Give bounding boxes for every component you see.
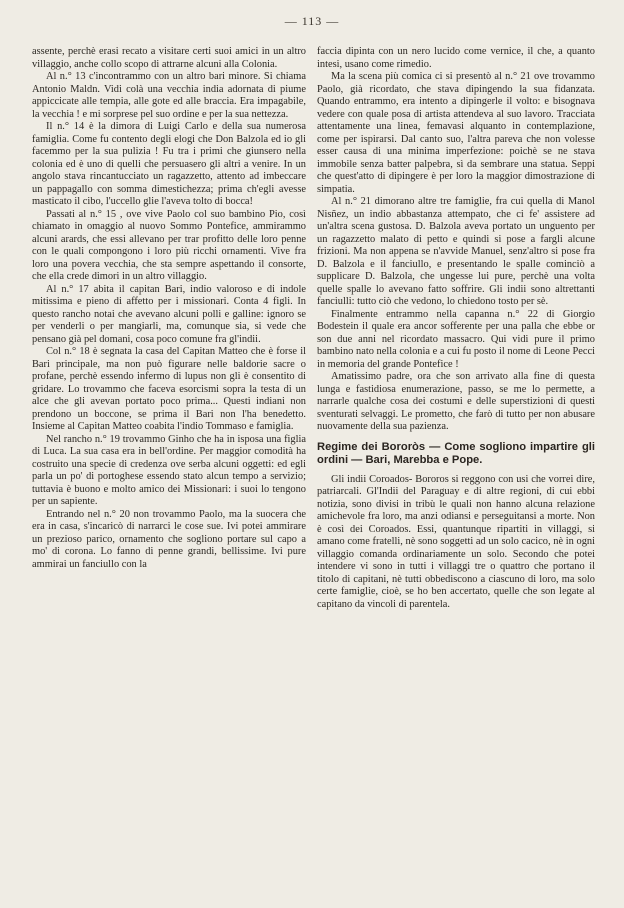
- paragraph: faccia dipinta con un nero lucido come vernice, il che, a quanto intesi, usano come rimedio.: [317, 46, 595, 70]
- paragraph: Entrando nel n.° 20 non trovammo Paolo, ma la suocera che era in casa, s'incaricò di narrarci le cose sue. Ivi potei ammirare un prezioso parico, ornamento che sogliono portare sul capo a mo' di corona. Lo fanno di penne grandi, bellissime. Ivi pure ammirai un fanciullo con la: [32, 508, 306, 570]
- paragraph: Nel rancho n.° 19 trovammo Ginho che ha in isposa una figlia di Luca. La sua casa era in bell'ordine. Per maggior comodità ha costruito una specie di credenza ove serba alcuni oggetti: ed egli parla un po' di portoghese essendo stato alcun tempo a servizio; tuttavia è buono e molto amico dei Missionari: i suoi lo tengono per un sapiente.: [32, 433, 306, 507]
- paragraph: Al n.° 21 dimorano altre tre famiglie, fra cui quella di Manol Nisñez, un indio abbastanza attempato, che ci fe' assistere ad un'altra scena gustosa. D. Balzola aveva portato un unguento per un ragazzetto malato di petto e quindi si pose a fargli alcune frizioni. Ma non appena se n'avvide Manuel, senz'altro si pose fra D. Balzola e il fanciullo, e presentando le spalle cominciò a supplicare D. Balzola, che ungesse lui pure, perchè una volta quelle spalle lo avevano fatto soffrire. Gli indii sono altrettanti fanciulli: tutto ciò che vedono, lo chiedono tosto per sè.: [317, 196, 595, 307]
- right-text-column: [317, 46, 595, 611]
- paragraph: Col n.° 18 è segnata la casa del Capitan Matteo che è forse il Bari principale, ma non può figurare nelle baldorie sacre o profane, perchè essendo infermo di lupus non gli è consentito di gridare. Lo trovammo che faceva esorcismi sopra la testa di un alce che gli avevan portato poco prima... Questi indiani non prendono un boccone, se prima il Bari non l'ha benedetto. Insieme al Capitan Matteo coabita l'indio Tommaso e famiglia.: [32, 346, 306, 432]
- section-heading: Regime dei Bororòs — Come sogliono impartire gli ordini — Bari, Marebba e Pope.: [317, 440, 595, 466]
- left-text-column: [32, 46, 306, 571]
- paragraph: Al n.° 13 c'incontrammo con un altro bari minore. Si chiama Antonio Maldn. Vidi colà una vecchia india adornata di piume appiccicate alle tempia, alle gote ed alle braccia. Era impagabile, la vecchia ! e mi sorprese pel suo ordine e per la sua nettezza.: [32, 71, 306, 120]
- paragraph: Al n.° 17 abita il capitan Bari, indio valoroso e di indole mitissima e pieno di affetto per i missionari. Conta 4 figli. In questo rancho notai che avevano alcuni polli e galline: ignoro se per venderli o per mangiarli, ma, comunque sia, si vede che pensano già pel domani, cosa poco comune fra gl'indii.: [32, 283, 306, 345]
- paragraph: Gli indii Coroados- Bororos si reggono con usi che vorrei dire, patriarcali. Gl'Indii del Paraguay e di altre regioni, di cui ebbi notizia, sono divisi in tribù le quali non hanno alcuna relazione amichevole fra loro, ma anzi odiansi e perseguitansi a morte. Non è così dei Coroados. Essi, quantunque ripartiti in villaggi, si amano come fratelli, nè sono soggetti ad un solo cacico, nè in ogni villaggio comanda ordinariamente un solo. Secondo che potei intendere vi sono in tutti i villaggi tre o quattro che portano il titolo di capitani, nè tutti obbediscono a ciascuno di loro, ma solo certe famiglie, cioè, se ho ben accertato, quelle che son legate al capitano da vincoli di parentela.: [317, 473, 595, 610]
- paragraph: Il n.° 14 è la dimora di Luigi Carlo e della sua numerosa famiglia. Come fu contento degli elogi che Don Balzola ed io gli facemmo per la sua pulizia ! Fu tra i primi che giunsero nella colonia ed è uno di quelli che persuasero gli altri a venire. In un angolo stava rincantucciato un ragazzetto, attento ad imbeccare un pappagallo con somma dimestichezza; prima ch'egli avesse masticato il cibo, l'uccello glie l'aveva tolto di bocca!: [32, 121, 306, 207]
- paragraph: assente, perchè erasi recato a visitare certi suoi amici in un altro villaggio, anche collo scopo di attrarne alcuni alla Colonia.: [32, 46, 306, 70]
- paragraph: Finalmente entrammo nella capanna n.° 22 di Giorgio Bodestein il quale era ancor sofferente per una palla che ebbe or son due anni nel ricordato massacro. Qui vidi pure il primo bambino nato nella colonia e a cui fu posto il nome di Leone Pecci in memoria del grande Pontefice !: [317, 308, 595, 370]
- paragraph: Amatissimo padre, ora che son arrivato alla fine di questa lunga e fastidiosa enumerazione, passo, se me lo permette, a narrarle qualche cosa dei costumi e delle superstizioni di questi sventurati selvaggi. Le prometto, che farò di tutto per non abusare nuovamente della sua pazienza.: [317, 371, 595, 432]
- paragraph: Passati al n.° 15 , ove vive Paolo col suo bambino Pio, così chiamato in omaggio al nuovo Sommo Pontefice, ammirammo alcuni arards, che essi allevano per trar profitto delle loro penne con le quali compongono i loro più ricchi ornamenti. Vive fra loro una povera vecchia, che sta sempre aspettando il consorte, che ella crede dimori in un altro villaggio.: [32, 208, 306, 282]
- page-number-header: — 113 —: [284, 14, 340, 28]
- paragraph: Ma la scena più comica ci si presentò al n.° 21 ove trovammo Paolo, già ricordato, che stava dipingendo la sua fidanzata. Quando entrammo, era intento a dipingerle il volto: e bisognava vedere con quale posa di artista attendeva al suo lavoro. Tracciata attentamente una linea, femavasi alquanto in contemplazione, come per ispirarsi. Dal canto suo, l'altra pareva che non volesse esser causa di una minima imperfezione: poichè se ne stava immobile senza batter palpebra, sì da sembrare una statua. Seppi che quest'atto di dipingere è per loro la maggior dimostrazione di simpatia.: [317, 71, 595, 195]
